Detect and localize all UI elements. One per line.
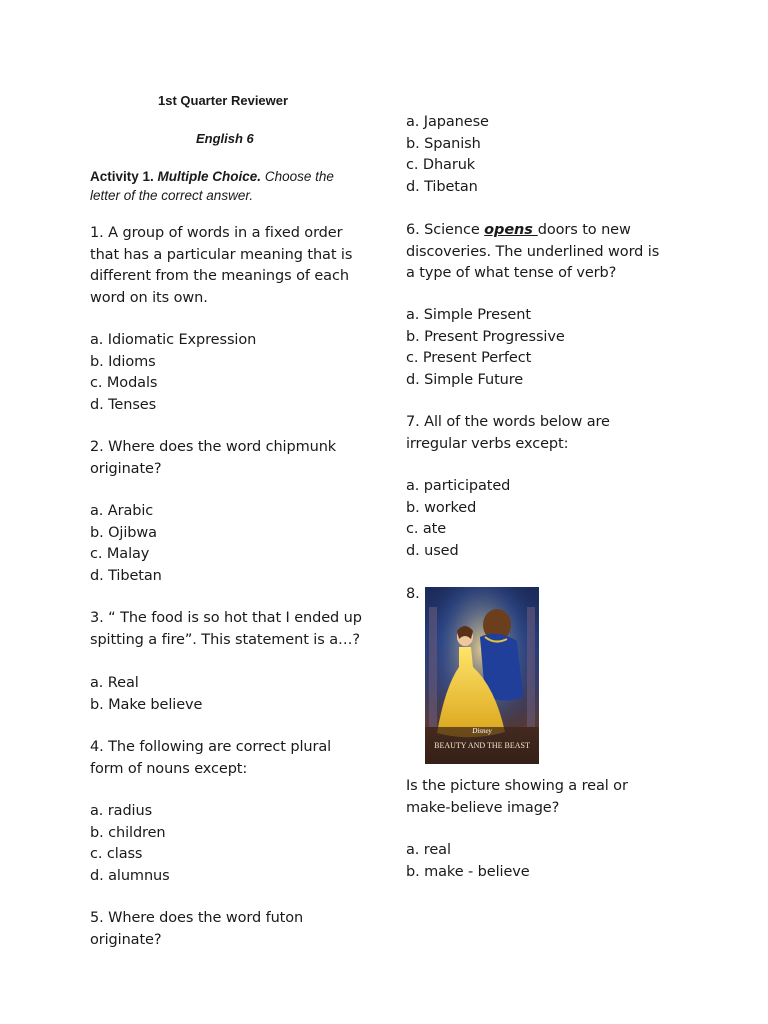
- option: c. Present Perfect: [406, 350, 532, 366]
- question-8: [406, 776, 671, 819]
- option: a. Arabic: [90, 503, 154, 519]
- activity-instruction: [90, 167, 360, 205]
- underlined-word: opens: [484, 222, 538, 238]
- option: a. real: [406, 842, 451, 858]
- option: d. alumnus: [90, 867, 170, 884]
- option: d. Tibetan: [90, 567, 162, 584]
- option: b. Present Progressive: [406, 328, 565, 345]
- question-text: Is the picture showing a real or make-believe image?: [406, 778, 628, 816]
- beauty-and-the-beast-poster-image: [425, 587, 539, 764]
- question-8-number: 8.: [406, 586, 420, 602]
- option: b. Ojibwa: [90, 524, 157, 541]
- question-6-options: [406, 305, 565, 391]
- option: a. radius: [90, 803, 153, 819]
- question-text: 2. Where does the word chipmunk originate?: [90, 439, 337, 477]
- option: c. Dharuk: [406, 157, 476, 173]
- option: a. Idiomatic Expression: [90, 332, 257, 348]
- question-1-options: [90, 330, 256, 416]
- poster-logo: Disney: [472, 727, 492, 735]
- document-title: 1st Quarter Reviewer: [158, 93, 289, 108]
- question-4: [90, 737, 360, 780]
- option: b. worked: [406, 499, 477, 516]
- question-2-options: [90, 501, 162, 587]
- option: b. children: [90, 824, 166, 841]
- option: a. participated: [406, 478, 511, 494]
- question-7: [406, 412, 671, 455]
- option: b. Idioms: [90, 353, 156, 370]
- option: c. Modals: [90, 375, 158, 391]
- question-7-options: [406, 476, 510, 562]
- poster-illustration: [425, 587, 539, 764]
- activity-label: Activity 1.: [90, 169, 154, 184]
- option: d. used: [406, 542, 459, 559]
- option: b. Make believe: [90, 696, 203, 713]
- question-text: 4. The following are correct plural form of nouns except:: [90, 739, 332, 777]
- question-3-options: [90, 673, 202, 716]
- poster-caption: BEAUTY AND THE BEAST: [434, 741, 530, 750]
- activity-directions: Choose the letter of the correct answer.: [90, 169, 334, 203]
- question-5-options: [406, 112, 489, 198]
- question-text-after: doors to new discoveries. The underlined word is a type of what tense of verb?: [406, 222, 660, 281]
- question-text: 1. A group of words in a fixed order that has a particular meaning that is different from the meanings of each word on its own.: [90, 225, 353, 306]
- option: c. Malay: [90, 546, 150, 562]
- option: c. ate: [406, 521, 447, 537]
- question-6: [406, 220, 671, 285]
- subject-title: English 6: [196, 131, 254, 146]
- option: b. make - believe: [406, 863, 530, 880]
- question-text: 5. Where does the word futon originate?: [90, 910, 304, 948]
- option: d. Simple Future: [406, 371, 524, 388]
- question-text-before: 6. Science: [406, 222, 485, 238]
- option: a. Japanese: [406, 114, 489, 130]
- option: d. Tibetan: [406, 178, 478, 195]
- option: a. Real: [90, 675, 139, 691]
- question-5: [90, 908, 370, 951]
- activity-type: Multiple Choice.: [157, 169, 262, 184]
- question-2: [90, 437, 360, 480]
- question-8-options: [406, 840, 530, 883]
- question-text: 3. “ The food is so hot that I ended up spitting a fire”. This statement is a…?: [90, 610, 362, 648]
- option: d. Tenses: [90, 396, 157, 413]
- option: c. class: [90, 846, 143, 862]
- question-3: [90, 608, 365, 651]
- question-4-options: [90, 801, 170, 887]
- question-1: [90, 223, 370, 309]
- option: a. Simple Present: [406, 307, 531, 323]
- question-text: 7. All of the words below are irregular verbs except:: [406, 414, 610, 452]
- option: b. Spanish: [406, 135, 481, 152]
